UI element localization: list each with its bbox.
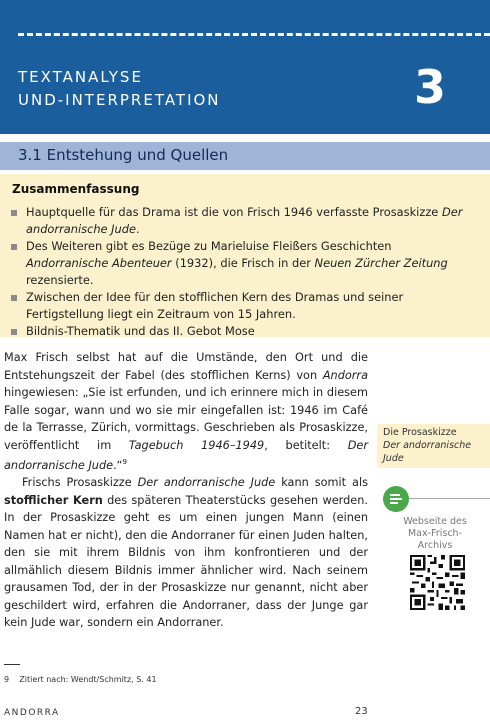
paragraph-2: [4, 474, 368, 632]
summary-title-italic: Der andorranische Jude: [26, 205, 463, 236]
summary-text: rezensierte.: [26, 273, 94, 287]
chapter-title: [18, 66, 221, 112]
paragraph-1: [4, 349, 368, 474]
bullet-icon: [11, 295, 17, 301]
italic-text: Andorra: [322, 368, 368, 382]
chapter-header: [0, 0, 490, 134]
text: kann somit als: [275, 476, 368, 490]
web-link-box[interactable]: [383, 486, 483, 616]
chapter-number: 3: [413, 60, 446, 114]
footnote-divider: [4, 664, 20, 665]
footnote-text: Zitiert nach: Wendt/Schmitz, S. 41: [19, 675, 157, 684]
margin-note: [377, 424, 490, 468]
section-heading-bar: [0, 142, 490, 170]
text: hingewiesen: „Sie ist erfunden, und ich erinnere mich in diesem Falle sogar, wann und wo sie mir eingefallen ist: 1946 im Café de la Terrasse, Zürich, vormittags. Geschrieben als Prosaskizze, veröffentlicht im: [4, 386, 368, 452]
italic-text: Tagebuch 1946–1949: [128, 438, 265, 452]
summary-title-italic: Neuen Zürcher Zeitung: [314, 256, 448, 270]
dashed-divider: [18, 33, 490, 36]
summary-text: Bildnis-Thematik und das II. Gebot Mose: [26, 324, 255, 338]
running-footer-title: ANDORRA: [4, 708, 60, 718]
bullet-icon: [11, 329, 17, 335]
bullet-icon: [11, 244, 17, 250]
footnote-number: 9: [4, 675, 10, 684]
chapter-title-line-2: UND-INTERPRETATION: [18, 91, 221, 109]
text: Max Frisch selbst hat auf die Umstände, den Ort und die Entstehungszeit der Fabel (des stofflichen Kerns) von: [4, 351, 368, 382]
page-number: 23: [355, 706, 368, 717]
bullet-icon: [11, 210, 17, 216]
bold-text: stofflicher Kern: [4, 493, 103, 507]
body-text: [4, 349, 368, 632]
italic-text: Der andorranische Jude: [137, 476, 276, 490]
text: Frischs Prosaskizze: [22, 476, 138, 490]
summary-item: [8, 323, 474, 340]
summary-title-italic: Andorranische Abenteuer: [26, 256, 172, 270]
summary-item: [8, 238, 474, 289]
margin-note-title: Der andorranische Jude: [383, 440, 472, 464]
text: .“: [113, 458, 123, 472]
text: , betitelt:: [264, 438, 348, 452]
summary-item: [8, 289, 474, 323]
summary-heading: Zusammenfassung: [12, 182, 140, 196]
summary-list: [8, 204, 474, 340]
summary-item: [8, 204, 474, 238]
web-link-icon[interactable]: [383, 486, 409, 512]
chapter-title-line-1: TEXTANALYSE: [18, 68, 143, 86]
summary-box: [0, 174, 490, 337]
text: des späteren Theaterstücks gesehen werden. In der Prosaskizze geht es um einen jungen Mann (einen Namen hat er nicht), den die Andorraner für einen Juden halten, den sie mit ihrem Bildnis von ihm konfrontieren und der allmählich diesem Bildnis immer ähnlicher wird. Nach seinem grausamen Tod, der in der Prosaskizze nur genannt, nicht aber geschildert wird, erfahren die Andorraner, dass der Junge gar kein Jude war, sondern ein Andorraner.: [4, 493, 368, 630]
section-title: 3.1 Entstehung und Quellen: [18, 146, 229, 164]
summary-text: .: [136, 222, 140, 236]
summary-text: Zwischen der Idee für den stofflichen Kern des Dramas und seiner Fertigstellung liegt ein Zeitraum von 15 Jahren.: [26, 290, 404, 321]
qr-code-icon[interactable]: [410, 555, 465, 610]
footnote: [4, 675, 157, 684]
summary-text: Des Weiteren gibt es Bezüge zu Marieluise Fleißers Geschichten: [26, 239, 392, 253]
summary-text: Hauptquelle für das Drama ist die von Frisch 1946 verfasste Prosaskizze: [26, 205, 442, 219]
divider: [409, 498, 490, 499]
summary-text: (1932), die Frisch in der: [171, 256, 315, 270]
margin-note-label: Die Prosaskizze: [383, 427, 457, 438]
italic-text: Der andorranische Jude: [4, 438, 369, 472]
web-link-label: Webseite des Max-Frisch- Archivs: [403, 516, 467, 551]
footnote-marker: 9: [122, 458, 128, 466]
